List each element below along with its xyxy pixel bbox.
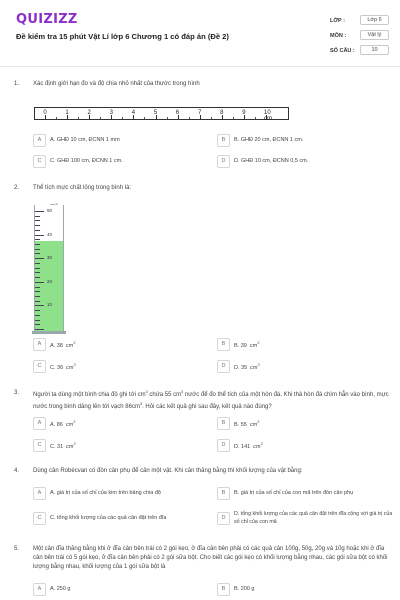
answer-option[interactable] xyxy=(33,512,205,526)
option-letter: B xyxy=(217,417,230,430)
cylinder-tick xyxy=(35,263,40,264)
answer-option[interactable] xyxy=(217,511,393,526)
cylinder-tick xyxy=(35,305,44,306)
header-divider xyxy=(0,66,400,67)
graduated-cylinder-figure xyxy=(34,205,64,332)
cylinder-label: 10 xyxy=(47,302,53,308)
question-number: 1. xyxy=(14,81,20,87)
ruler-minor-tick xyxy=(78,117,79,119)
answer-option[interactable] xyxy=(33,338,205,352)
answer-option[interactable] xyxy=(217,487,389,501)
option-letter: A xyxy=(33,417,46,430)
cylinder-tick xyxy=(35,268,40,269)
ruler-label: 9 xyxy=(242,110,246,116)
question-number: 3. xyxy=(14,390,20,396)
option-letter: A xyxy=(33,338,46,351)
option-letter: D xyxy=(217,155,230,168)
option-text: B. GHĐ 20 cm, ĐCNN 1 cm. xyxy=(234,137,304,143)
ruler-label: 2 xyxy=(87,110,91,116)
option-text: D. tổng khối lượng của các quả cân đặt trên đĩa cộng với giá trị của số chỉ của con mã xyxy=(234,511,393,525)
ruler-label: 0 xyxy=(43,110,47,116)
answer-option[interactable] xyxy=(217,134,389,148)
option-letter: C xyxy=(33,360,46,373)
ruler-figure xyxy=(34,107,289,120)
page-title: Đề kiểm tra 15 phút Vật Lí lớp 6 Chương 1 có đáp án (Đề 2) xyxy=(16,32,229,41)
answer-option[interactable] xyxy=(33,134,205,148)
cylinder-tick xyxy=(35,277,40,278)
ruler-minor-tick xyxy=(167,117,168,119)
cylinder-tick xyxy=(35,230,40,231)
question-count-label: SỐ CÂU : xyxy=(330,48,355,54)
option-text: B. giá trị của số chỉ của con mã trên đòn cân phụ xyxy=(234,490,354,496)
answer-option[interactable] xyxy=(33,583,205,597)
answer-option[interactable] xyxy=(217,439,389,453)
question-number: 5. xyxy=(14,546,20,552)
question-count-value: 10 xyxy=(360,45,389,55)
cylinder-tick xyxy=(35,211,44,212)
ruler-label: 6 xyxy=(175,110,180,116)
cylinder-base xyxy=(32,331,66,334)
answer-option[interactable] xyxy=(217,417,389,431)
subject-value: Vật lý xyxy=(360,30,389,40)
option-letter: D xyxy=(217,512,230,525)
option-text: C. 36 $cm^3$ xyxy=(50,363,76,371)
ruler-label: 10 cm xyxy=(264,110,272,122)
cylinder-tick xyxy=(35,329,44,330)
answer-option[interactable] xyxy=(33,155,205,169)
ruler-minor-tick xyxy=(189,117,190,119)
question-text: Thể tích mực chất lỏng trong bình là: xyxy=(33,185,132,191)
option-text: A. 86 $cm^3$ xyxy=(50,420,76,428)
ruler-minor-tick xyxy=(144,117,145,119)
quizizz-logo: QUIZIZZ xyxy=(16,12,78,27)
answer-option[interactable] xyxy=(33,439,205,453)
answer-option[interactable] xyxy=(217,360,389,374)
answer-option[interactable] xyxy=(33,487,205,501)
ruler-label: 8 xyxy=(220,110,224,116)
ruler-minor-tick xyxy=(233,117,234,119)
question-text: Xác định giới hạn đo và độ chia nhỏ nhất của thước trong hình xyxy=(33,81,200,87)
cylinder-tick xyxy=(35,239,40,240)
option-text: D. 35 $cm^3$ xyxy=(234,363,260,371)
option-letter: A xyxy=(33,134,46,147)
option-letter: A xyxy=(33,583,46,596)
cylinder-tick xyxy=(35,296,40,297)
question-text: Dùng cân Robécvan có đòn cân phụ để cân một vật. Khi cân thăng bằng thì khối lượng của vật bằng: xyxy=(33,468,303,474)
option-letter: B xyxy=(217,338,230,351)
cylinder-label: 20 xyxy=(47,278,53,284)
option-text: C. 31 $cm^3$ xyxy=(50,442,76,450)
question-text: Người ta dùng một bình chia độ ghi tới $cm^3$ chứa 55 $cm^3$ nước để đo thể tích của một hòn đá. Khi thả hòn đá chìm hẳn vào bình, mực nước trong bình dâng lên tới vạch $86cm^3$. Hỏi các kết quả ghi sau đây, kết quả nào đúng? xyxy=(33,390,389,410)
class-label: LỚP : xyxy=(330,18,345,24)
option-letter: B xyxy=(217,487,230,500)
option-letter: A xyxy=(33,487,46,500)
cylinder-tick xyxy=(35,287,40,288)
option-text: A. GHĐ 10 cm, ĐCNN 1 mm xyxy=(50,137,120,143)
option-text: A. giá trị của số chỉ của kim trên bảng chia độ xyxy=(50,490,161,496)
cylinder-tick xyxy=(35,225,40,226)
cylinder-tick xyxy=(35,258,44,259)
option-text: D. 141 $cm^3$ xyxy=(234,442,263,450)
option-letter: C xyxy=(33,439,46,452)
option-text: B. 39 $cm^3$ xyxy=(234,341,260,349)
class-value: Lớp 6 xyxy=(360,15,389,25)
header xyxy=(0,0,400,66)
cylinder-tick xyxy=(35,282,44,283)
cylinder-tick xyxy=(35,310,40,311)
ruler-label: 3 xyxy=(109,110,113,116)
question-number: 2. xyxy=(14,185,20,191)
option-text: D. GHĐ 10 cm, ĐCNN 0,5 cm. xyxy=(234,158,309,164)
option-text: A. 250 g xyxy=(50,586,71,592)
cylinder-tick xyxy=(35,320,40,321)
option-letter: C xyxy=(33,512,46,525)
ruler-label: 7 xyxy=(198,110,202,116)
option-text: A. 38 $cm^3$ xyxy=(50,341,76,349)
cylinder-label: 40 xyxy=(47,231,53,237)
ruler-minor-tick xyxy=(122,117,123,119)
cylinder-tick xyxy=(35,315,40,316)
option-text: C. tổng khối lượng của các quả cân đặt trên đĩa xyxy=(50,515,167,521)
cylinder-tick xyxy=(35,216,40,217)
subject-label: MÔN : xyxy=(330,33,347,39)
option-text: B. 200 g xyxy=(234,586,255,592)
answer-option[interactable] xyxy=(33,417,205,431)
question-text: Một cân đĩa thăng bằng khi ở đĩa cân bên trái có 2 gói kẹo, ở đĩa cân bên phải có các quả cân 100g, 50g, 20g và 10g hoặc khi ở đĩa cân bên trái có 5 gói kẹo, ở đĩa cân bên phải có 2 gói sữa bột. Cho biết các gói kẹo có khối lượng bằng nhau, các gói sữa bột có khối lượng bằng nhau, khối lượng của 1 gói sữa bột là xyxy=(33,546,388,570)
cylinder-tick xyxy=(35,235,44,236)
cylinder-tick xyxy=(35,253,40,254)
option-text: B. 55 $cm^3$ xyxy=(234,420,260,428)
ruler-label: 4 xyxy=(131,110,136,116)
option-letter: B xyxy=(217,583,230,596)
cylinder-label: 50 xyxy=(47,208,53,213)
cylinder-tick xyxy=(35,244,40,245)
cylinder-tick xyxy=(35,272,40,273)
option-letter: C xyxy=(33,155,46,168)
ruler-minor-tick xyxy=(56,117,57,119)
option-letter: D xyxy=(217,439,230,452)
answer-option[interactable] xyxy=(217,338,389,352)
ruler-minor-tick xyxy=(211,117,212,119)
cylinder-tick xyxy=(35,301,40,302)
option-letter: D xyxy=(217,360,230,373)
cylinder-tick xyxy=(35,324,40,325)
answer-option[interactable] xyxy=(217,155,389,169)
cylinder-tick xyxy=(35,220,40,221)
ruler-label: 1 xyxy=(65,110,69,116)
answer-option[interactable] xyxy=(217,583,389,597)
ruler-label: 5 xyxy=(153,110,158,116)
cylinder-tick xyxy=(35,249,40,250)
option-text: C. GHĐ 100 cm, ĐCNN 1 cm. xyxy=(50,158,123,164)
cylinder-tick xyxy=(35,291,40,292)
question-number: 4. xyxy=(14,468,20,474)
ruler-minor-tick xyxy=(100,117,101,119)
cylinder-label: 30 xyxy=(47,255,53,261)
answer-option[interactable] xyxy=(33,360,205,374)
option-letter: B xyxy=(217,134,230,147)
ruler-minor-tick xyxy=(255,117,256,119)
